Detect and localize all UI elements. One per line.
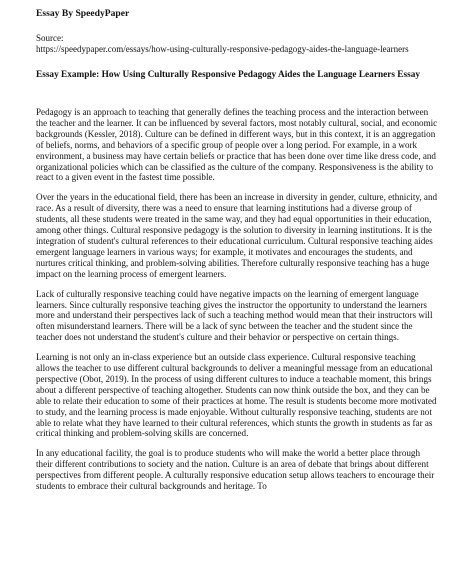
essay-paragraph-1: Pedagogy is an approach to teaching that generally defines the teaching process and the interaction between the teacher and the learner. It can be influenced by several factors, most notably cultural, social, and economic backgrounds (Kessler, 2018). Culture can be defined in different ways, but in this context, it is an aggregation of beliefs, norms, and behaviors of a specific group of people over a long period. For example, in a work environment, a business may have certain beliefs or practice that has been done over time like dress code, and organizational policies which can be classified as the culture of the company. Responsiveness is the ability to react to a given event in the fastest time possible. [36,107,438,183]
essay-title: Essay Example: How Using Culturally Responsive Pedagogy Aides the Language Learners Essay [36,70,421,80]
essay-paragraph-3: Lack of culturally responsive teaching could have negative impacts on the learning of emergent language learners. Since culturally responsive teaching gives the instructor the opportunity to understand the learners more and understand their perspectives lack of such a teaching method would mean that their instructors will often misunderstand learners. There will be a lack of sync between the teacher and the student since the teacher does not understand the student's culture and their behavior or perspective on certain things. [36,288,433,343]
essay-paragraph-4: Learning is not only an in-class experience but an outside class experience. Cultural responsive teaching allows the teacher to use different cultural backgrounds to deliver a meaningful message from an educational perspective (Obot, 2019). In the process of using different cultures to induce a teachable moment, this brings about a different perspective of teaching altogether. Students can now think outside the box, and they can be able to relate their education to some of their practices at home. The result is students become more motivated to study, and the learning process is made enjoyable. Without culturally responsive teaching, students are not able to relate what they have learned to their cultural references, which stunts the growth in students as far as critical thinking and problem-solving skills are concerned. [36,352,437,439]
source-label: Source: [36,33,64,43]
essay-paragraph-5: In any educational facility, the goal is to produce students who will make the world a better place through their different contributions to society and the nation. Culture is an area of debate that brings about different perspectives from different people. A culturally responsive education setup allows teachers to encourage their students to embrace their cultural backgrounds and heritage. To [36,448,435,492]
source-url: https://speedypaper.com/essays/how-using-culturally-responsive-pedagogy-aides-the-language-learners [36,44,409,54]
essay-paragraph-2: Over the years in the educational field, there has been an increase in diversity in gender, culture, ethnicity, and race. As a result of diversity, there was a need to ensure that learning institutions had a diverse group of students, all these students were treated in the same way, and they had equal opportunities in their education, among other things. Cultural responsive pedagogy is the solution to diversity in learning institutions. It is the integration of student's cultural references to their educational curriculum. Cultural responsive teaching aides emergent language learners in various ways; for example, it motivates and encourages the students, and nurtures critical thinking, and problem-solving abilities. Therefore culturally responsive teaching has a huge impact on the learning process of emergent learners. [36,192,438,279]
document-header-title: Essay By SpeedyPaper [36,8,130,19]
